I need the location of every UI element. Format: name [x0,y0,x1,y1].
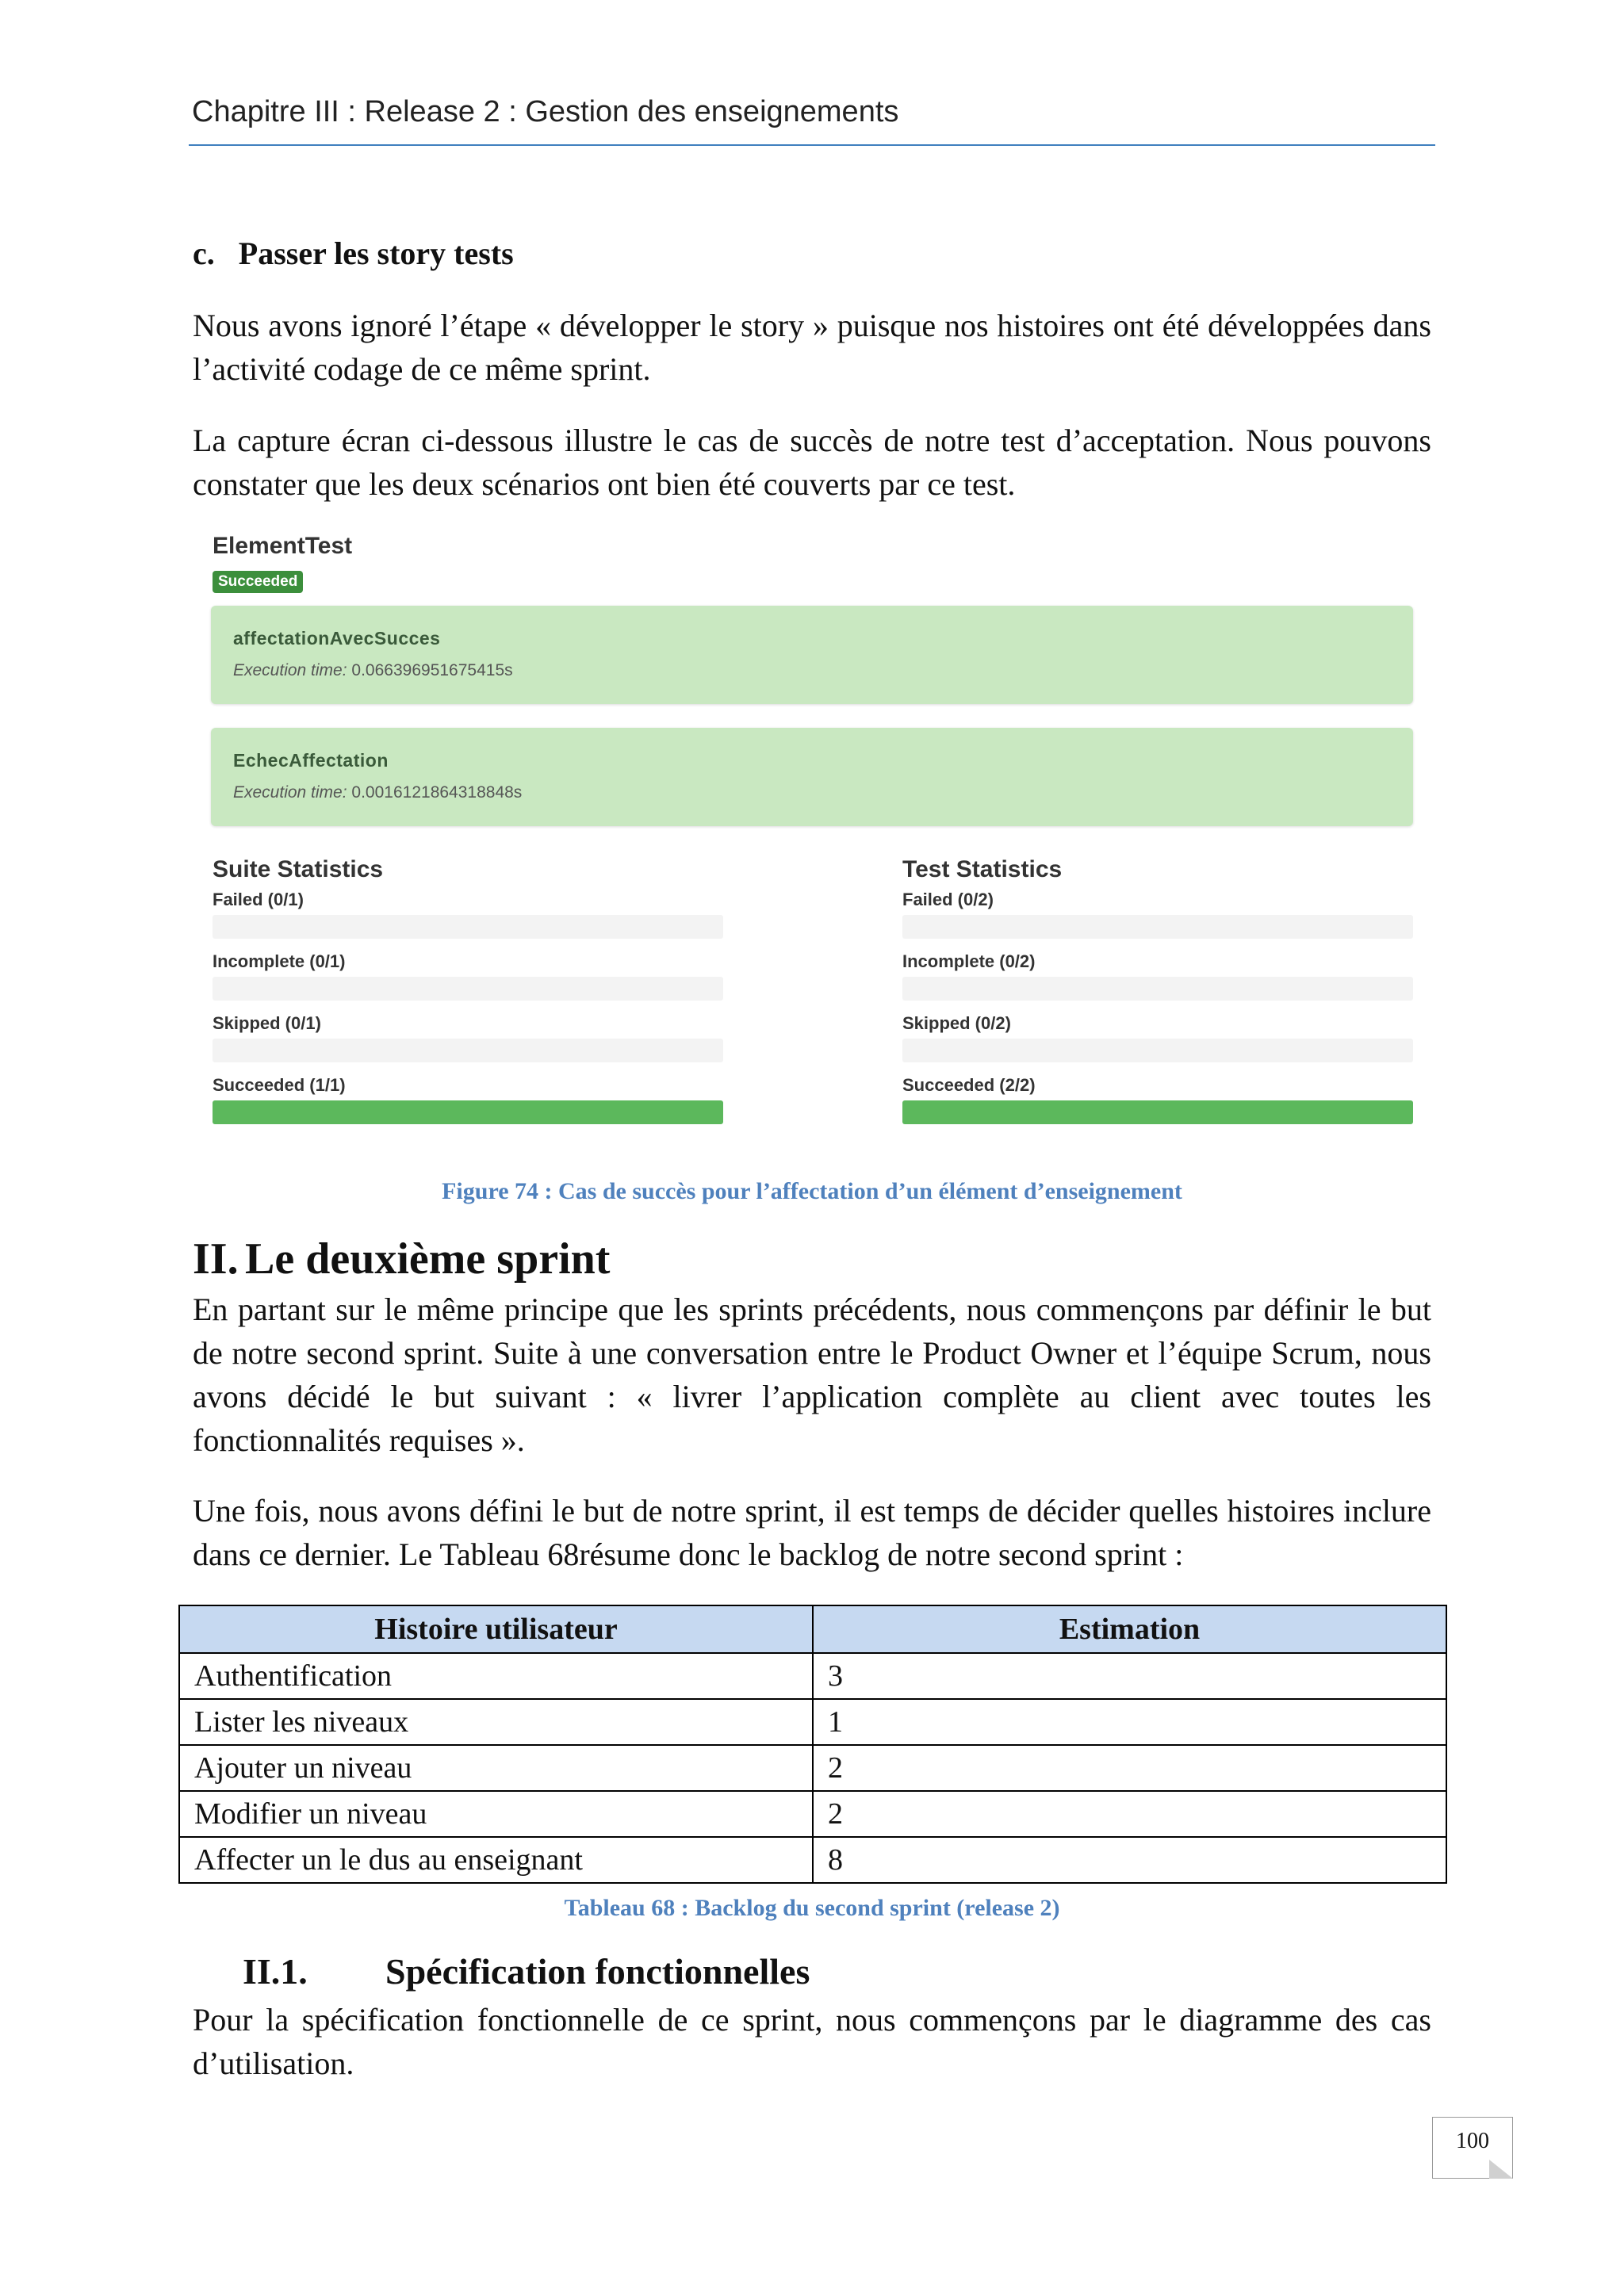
table-caption: Tableau 68 : Backlog du second sprint (release 2) [564,1895,1060,1921]
column-header: Estimation [813,1605,1446,1653]
test-stat-label-succeeded: Succeeded (2/2) [902,1075,1036,1095]
test-stat-bar-failed [902,915,1413,939]
suite-stat-bar-failed [213,915,723,939]
page-number [1432,2117,1513,2179]
running-header: Chapitre III : Release 2 : Gestion des enseignements [192,95,899,128]
table-row [179,1837,1446,1883]
test-stat-label-failed: Failed (0/2) [902,890,994,909]
test-stat-label-skipped: Skipped (0/2) [902,1013,1011,1033]
page-fold-corner [1489,2160,1513,2179]
test-case-card [211,728,1413,826]
test-stat-label-incomplete: Incomplete (0/2) [902,951,1036,971]
table-cell: Affecter un le dus au enseignant [179,1837,813,1883]
table-cell: 2 [813,1791,1446,1837]
section-title [193,1234,610,1284]
status-badge: Succeeded [213,571,303,593]
paragraph-story-skip: Nous avons ignoré l’étape « développer le story » puisque nos histoires ont été développées dans l’activité codage de ce même sprint. [193,308,1431,387]
section-number: II. [193,1234,239,1284]
table-row [179,1653,1446,1699]
test-stat-bar-skipped [902,1039,1413,1062]
table-row [179,1791,1446,1837]
test-report-screenshot [190,523,1434,1158]
test-case-name: EchecAffectation [233,750,389,771]
exec-time-value: 0.0016121864318848s [351,783,523,802]
bar-fill [902,1100,1413,1124]
suite-stat-bar-succeeded [213,1100,723,1124]
test-case-card [211,606,1413,704]
suite-stat-label-incomplete: Incomplete (0/1) [213,951,346,971]
paragraph-functional-spec: Pour la spécification fonctionnelle de ce sprint, nous commençons par le diagramme des cas d’utilisation. [193,2002,1431,2081]
table-header-row [179,1605,1446,1653]
subsection-number: II.1. [243,1951,308,1992]
suite-statistics-title: Suite Statistics [213,856,384,882]
suite-stat-label-succeeded: Succeeded (1/1) [213,1075,346,1095]
suite-stat-bar-incomplete [213,977,723,1001]
test-case-time [233,783,522,802]
suite-stat-label-skipped: Skipped (0/1) [213,1013,321,1033]
table-cell: 1 [813,1699,1446,1745]
exec-time-label: Execution time: [233,661,347,679]
header-rule [189,144,1435,146]
suite-stat-label-failed: Failed (0/1) [213,890,304,909]
paragraph-sprint-goal: En partant sur le même principe que les sprints précédents, nous commençons par définir le but de notre second sprint. Suite à une conversation entre le Product Owner et l’équipe Scrum, nous avons décidé le but suivant : « livrer l’application complète au client avec toutes les fonctionnalités requises ». [193,1292,1431,1458]
figure-caption: Figure 74 : Cas de succès pour l’affectation d’un élément d’enseignement [442,1178,1182,1204]
bar-fill [213,1100,723,1124]
table-cell: Lister les niveaux [179,1699,813,1745]
test-case-time [233,661,513,680]
table-cell: 8 [813,1837,1446,1883]
test-stat-bar-succeeded [902,1100,1413,1124]
table-cell: Authentification [179,1653,813,1699]
table-row [179,1699,1446,1745]
table-cell: 3 [813,1653,1446,1699]
test-stat-bar-incomplete [902,977,1413,1001]
subsection-title-text: Spécification fonctionnelles [385,1951,810,1992]
column-header: Histoire utilisateur [179,1605,813,1653]
exec-time-value: 0.066396951675415s [351,661,513,679]
paragraph-backlog-intro: Une fois, nous avons défini le but de notre sprint, il est temps de décider quelles histoires inclure dans ce dernier. Le Tableau 68résume donc le backlog de notre second sprint : [193,1493,1431,1572]
table-cell: 2 [813,1745,1446,1791]
test-case-name: affectationAvecSucces [233,628,441,649]
test-statistics-title: Test Statistics [902,856,1063,882]
suite-stat-bar-skipped [213,1039,723,1062]
table-cell: Modifier un niveau [179,1791,813,1837]
page-number-text: 100 [1456,2129,1489,2153]
table-row [179,1745,1446,1791]
subsection-title [243,1950,810,1992]
subsection-heading-c: c. Passer les story tests [193,235,514,271]
backlog-table [178,1605,1447,1884]
paragraph-screenshot-intro: La capture écran ci-dessous illustre le cas de succès de notre test d’acceptation. Nous pouvons constater que les deux scénarios ont bien été couverts par ce test. [193,423,1431,502]
suite-title: ElementTest [213,533,353,559]
section-title-text: Le deuxième sprint [245,1234,611,1284]
exec-time-label: Execution time: [233,783,347,802]
table-cell: Ajouter un niveau [179,1745,813,1791]
